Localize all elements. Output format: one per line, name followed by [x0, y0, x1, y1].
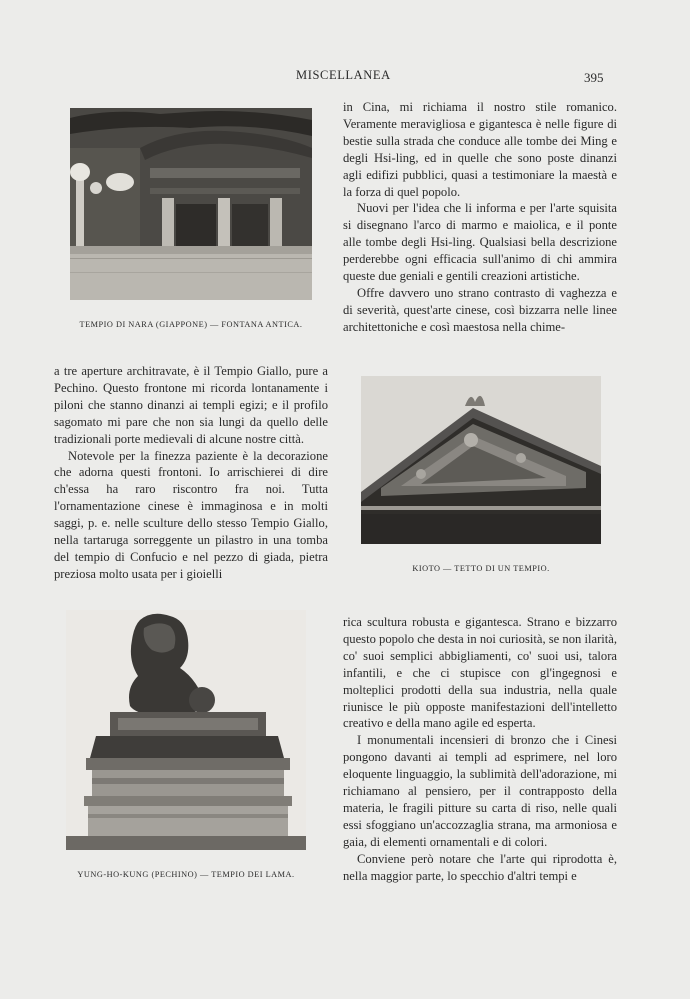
- paragraph: I monumentali incensieri di bronzo che i Cinesi pongono davanti ai templi ad esprimere, nel loro eloquente linguaggio, la sublimità dell'adorazione, mi richiamano al pensiero, per il contrapposto della materia, le fragili pitture su carta di riso, nelle quali essi sfoggiano un'accozzaglia strana, ma armoniosa e gaia, di elementi ornamentali e di colori.: [343, 733, 617, 849]
- photo-nara-temple: [70, 108, 312, 300]
- page-number: 395: [584, 70, 604, 85]
- photo-yung-ho-kung-lion: [66, 610, 306, 850]
- text-column-bottom-right: [343, 614, 617, 885]
- paragraph: a tre aperture architravate, è il Tempio Giallo, pure a Pechino. Questo frontone mi ricorda lontanamente i piloni che stanno dinanzi ai templi egizi; e il profilo sagomato mi pare che non sia lungi da quello delle tradizionali porte medievali di alcune nostre città.: [54, 364, 328, 446]
- lion-sculpture-image: [66, 610, 306, 850]
- paragraph: in Cina, mi richiama il nostro stile romanico. Veramente meravigliosa e gigantesca è nelle figure di bestie sulla strada che conduce alle tombe dei Ming e degli Hsi-ling, ed in quelle che sono poste dinanzi agli edifizi pubblici, quasi a testimoniare la maestà e la forza di quel popolo.: [343, 100, 617, 199]
- caption-kioto: KIOTO — TETTO DI UN TEMPIO.: [412, 564, 550, 573]
- paragraph: rica scultura robusta e gigantesca. Strano e bizzarro questo popolo che desta in noi curiosità, se non ilarità, co' suoi semplici abbigliamenti, co' suoi usi, talora infantili, e che ci stupisce con gl'ingegnosi e molteplici prodotti della sua industria, nella quale riunisce le più opposte manifestazioni dell'intelletto creativo e della mano agile ed esperta.: [343, 615, 617, 731]
- text-column-middle-left: [54, 363, 328, 583]
- text-column-top-right: [343, 99, 617, 336]
- photo-kioto-roof: [361, 376, 601, 544]
- paragraph: Nuovi per l'idea che li informa e per l'arte squisita si disegnano l'arco di marmo e maiolica, e il ponte alle tombe degli Hsi-ling. Qualsiasi bella descrizione perderebbe ogni efficacia sull'animo di chi ammira queste due geniali e gentili creazioni artistiche.: [343, 201, 617, 284]
- paragraph: Conviene però notare che l'arte qui riprodotta è, nella maggior parte, lo specchio d'altri tempi e: [343, 851, 617, 883]
- running-title: MISCELLANEA: [296, 68, 391, 82]
- caption-yung-ho-kung: YUNG-HO-KUNG (PECHINO) — TEMPIO DEI LAMA.: [77, 870, 295, 879]
- nara-temple-image: [70, 108, 312, 300]
- paragraph: Offre davvero uno strano contrasto di vaghezza e di severità, quest'arte cinese, così bizzarra nelle linee architettoniche e così maestosa nella chime-: [343, 285, 617, 334]
- paragraph: Notevole per la finezza paziente è la decorazione che adorna questi frontoni. Io arrischierei di dire ch'essa ha raro riscontro fra noi. Tutta l'ornamentazione cinese è immaginosa e in molti saggi, p. e. nelle sculture dello stesso Tempio Giallo, nella tartaruga sorreggente un pilastro in una tomba del tempio di Confucio e nel pezzo di giada, pietra preziosa molto usata per i gioielli: [54, 448, 328, 581]
- caption-nara: TEMPIO DI NARA (GIAPPONE) — FONTANA ANTICA.: [79, 320, 303, 329]
- kioto-roof-image: [361, 376, 601, 544]
